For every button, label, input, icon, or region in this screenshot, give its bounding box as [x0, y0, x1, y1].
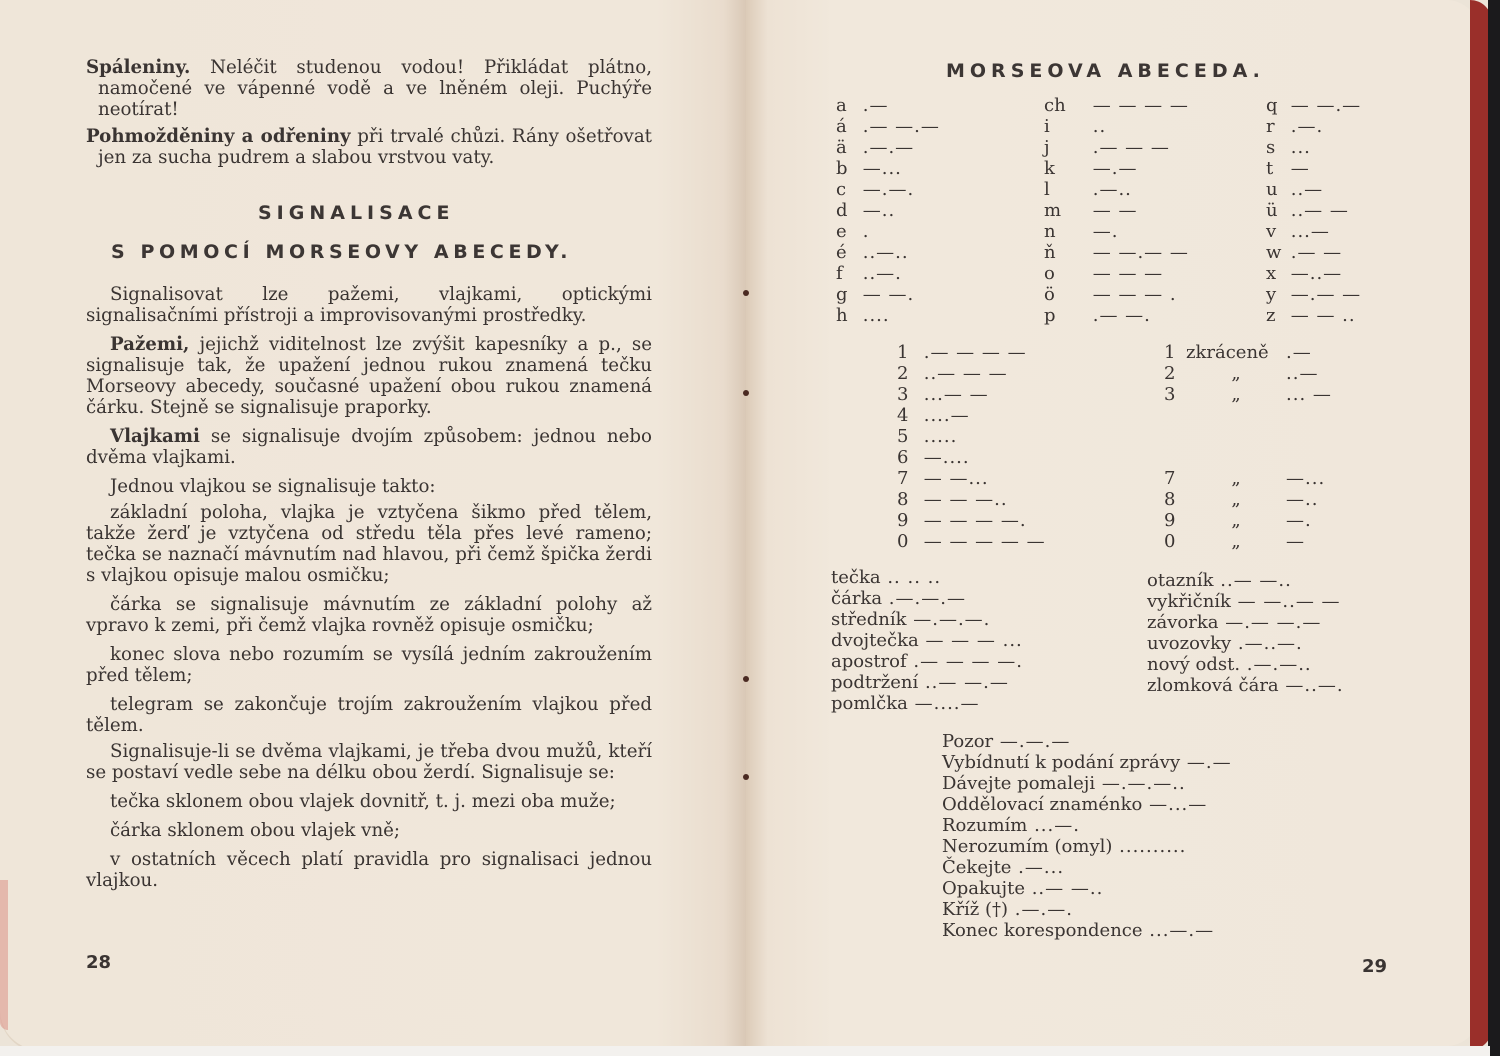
morse-entry [831, 693, 1023, 714]
left-page-edge [0, 880, 8, 1030]
paragraph: konec slova nebo rozumím se vysílá jedním zakroužením před tělem; [86, 644, 652, 686]
paragraph: Signalisovat lze pažemi, vlajkami, optickými signalisačními přístroji a improvisovanými prostředky. [86, 284, 652, 326]
morse-code: .—.—.— [882, 588, 966, 609]
paragraph: Jednou vlajkou se signalisuje takto: [110, 476, 436, 497]
morse-symbol: a [836, 95, 847, 116]
morse-code: —.— [1180, 752, 1232, 773]
morse-code: — — — [1086, 263, 1164, 284]
morse-symbol: m [1044, 200, 1062, 221]
morse-code: —.—.—.. [1095, 773, 1186, 794]
morse-entry [1147, 612, 1344, 633]
page-title: MORSEOVA ABECEDA. [946, 60, 1265, 82]
morse-symbol: z [1266, 305, 1276, 326]
morse-entry [942, 794, 1232, 815]
morse-symbol: 7 [1164, 468, 1176, 489]
morse-symbol: i [1044, 116, 1050, 137]
morse-entry [942, 857, 1232, 878]
morse-entry [1266, 137, 1361, 158]
section-heading: SIGNALISACE [258, 202, 455, 224]
morse-symbol: r [1266, 116, 1275, 137]
morse-code: .—. [1284, 116, 1324, 137]
morse-entry [836, 305, 940, 326]
morse-code: — — [1086, 200, 1138, 221]
letters-column-3 [1266, 95, 1361, 326]
morse-symbol: g [836, 284, 848, 305]
morse-symbol: w [1266, 242, 1282, 263]
morse-symbol: l [1044, 179, 1050, 200]
morse-symbol: b [836, 158, 848, 179]
morse-code: —..—. [1278, 675, 1344, 696]
page-number: 29 [1362, 956, 1388, 977]
letters-column-1 [836, 95, 940, 326]
morse-entry [1044, 137, 1189, 158]
morse-symbol: dvojtečka [831, 630, 919, 651]
paragraph: tečka sklonem obou vlajek dovnitř, t. j. mezi oba muže; [110, 791, 616, 812]
morse-code: — — — . [1086, 284, 1177, 305]
morse-code: — — .. [1284, 305, 1356, 326]
morse-symbol: ch [1044, 95, 1066, 116]
morse-code: —. [1086, 221, 1119, 242]
morse-code: ..— [1284, 179, 1324, 200]
morse-symbol: 1 [1164, 342, 1176, 363]
morse-symbol: 1 [897, 342, 909, 363]
morse-entry [1266, 158, 1361, 179]
morse-code: .. [1086, 116, 1107, 137]
morse-entry [942, 731, 1232, 752]
morse-entry [1164, 363, 1332, 384]
morse-code: ..— —.— [918, 672, 1009, 693]
morse-code: .—.— [856, 137, 915, 158]
morse-entry [1164, 384, 1332, 405]
morse-code: ..— — [1284, 200, 1349, 221]
morse-symbol: p [1044, 305, 1056, 326]
morse-entry [1266, 200, 1361, 221]
morse-entry [897, 468, 1046, 489]
morse-symbol: j [1044, 137, 1050, 158]
morse-entry [1164, 468, 1325, 489]
paragraph: Spáleniny. Neléčit studenou vodou! Přikládat plátno, namočené ve vápenné vodě a ve lněném oleji. Puchýře neotírat! [86, 57, 652, 120]
paragraph: Vlajkami se signalisuje dvojím způsobem: jednou nebo dvěma vlajkami. [86, 426, 652, 468]
morse-code: ...— — [917, 384, 989, 405]
morse-code: —.— [1086, 158, 1138, 179]
morse-symbol: q [1266, 95, 1278, 116]
morse-entry [836, 263, 940, 284]
morse-entry [897, 384, 1046, 405]
morse-symbol: Kříž (†) [942, 899, 1009, 920]
paragraph: Pažemi, jejichž viditelnost lze zvýšit kapesníky a p., se signalisuje tak, že upažení jednou rukou znamená tečku Morseovy abecedy, současné upažení obou rukou znamená čárku. Stejně se signalisuje praporky. [86, 334, 652, 418]
morse-symbol: k [1044, 158, 1055, 179]
morse-code: .—... [1011, 857, 1065, 878]
morse-entry [1147, 675, 1344, 696]
morse-symbol: é [836, 242, 847, 263]
morse-symbol: otazník [1147, 570, 1214, 591]
morse-code: .— — [1284, 242, 1343, 263]
morse-entry [942, 815, 1232, 836]
digits-short-top [1164, 342, 1332, 405]
morse-entry [897, 426, 1046, 447]
morse-symbol: Opakujte [942, 878, 1025, 899]
morse-code: .— [856, 95, 889, 116]
paragraph: Signalisuje-li se dvěma vlajkami, je třeba dvou mužů, kteří se postaví vedle sebe na délku obou žerdí. Signalisuje se: [86, 741, 652, 783]
morse-symbol: Oddělovací znaménko [942, 794, 1143, 815]
ditto-mark: „ [1231, 531, 1241, 552]
morse-entry [1266, 221, 1361, 242]
paragraph: telegram se zakončuje trojím zakroužením vlajkou před tělem. [86, 694, 652, 736]
morse-symbol: f [836, 263, 843, 284]
morse-code: — [1284, 158, 1310, 179]
morse-symbol: apostrof [831, 651, 907, 672]
paragraph: čárka se signalisuje mávnutím ze základní polohy až vpravo k zemi, při čemž vlajka rovněž opisuje osmičku; [86, 594, 652, 636]
morse-entry [942, 878, 1232, 899]
morse-symbol: 9 [897, 510, 909, 531]
morse-symbol: 2 [897, 363, 909, 384]
morse-symbol: Dávejte pomaleji [942, 773, 1096, 794]
morse-symbol: 6 [897, 447, 909, 468]
morse-code: —... [856, 158, 902, 179]
morse-code: ..— — — [917, 363, 1008, 384]
morse-symbol: 8 [897, 489, 909, 510]
morse-symbol: Nerozumím (omyl) [942, 836, 1113, 857]
morse-symbol: y [1266, 284, 1277, 305]
morse-symbol: čárka [831, 588, 883, 609]
binding-hole [743, 676, 749, 682]
morse-symbol: pomlčka [831, 693, 908, 714]
binding-hole [743, 774, 749, 780]
morse-entry [1147, 654, 1344, 675]
morse-entry [1164, 531, 1325, 552]
morse-entry [1044, 221, 1189, 242]
morse-code: .—.. [1086, 179, 1132, 200]
morse-entry [1044, 263, 1189, 284]
morse-symbol: n [1044, 221, 1056, 242]
morse-code: ...— [1284, 221, 1330, 242]
morse-code: — — — —. [917, 510, 1027, 531]
morse-entry [942, 836, 1232, 857]
punctuation-left [831, 567, 1023, 714]
morse-entry [836, 158, 940, 179]
morse-entry [942, 920, 1232, 941]
morse-code: .—..—. [1231, 633, 1303, 654]
paragraph: Pohmožděniny a odřeniny při trvalé chůzi. Rány ošetřovat jen za sucha pudrem a slabou vrstvou vaty. [86, 126, 652, 168]
morse-symbol: 2 [1164, 363, 1176, 384]
morse-symbol: 3 [1164, 384, 1176, 405]
page-number: 28 [86, 952, 112, 973]
morse-symbol: x [1266, 263, 1277, 284]
morse-symbol: d [836, 200, 848, 221]
morse-entry [831, 567, 1023, 588]
morse-symbol: ö [1044, 284, 1055, 305]
morse-symbol: 3 [897, 384, 909, 405]
morse-code: — —.— [1284, 95, 1362, 116]
morse-entry [1044, 200, 1189, 221]
service-signals [942, 731, 1232, 941]
morse-code: ...—. [1027, 815, 1080, 836]
morse-code: — —.— — [1086, 242, 1189, 263]
morse-code: — —... [917, 468, 989, 489]
morse-symbol: Pozor [942, 731, 994, 752]
morse-entry [831, 588, 1023, 609]
letters-column-2 [1044, 95, 1189, 326]
morse-symbol: Rozumím [942, 815, 1028, 836]
morse-code: —....— [907, 693, 980, 714]
morse-code: —.. [1286, 489, 1319, 510]
morse-code: ..— —.. [1024, 878, 1104, 899]
morse-symbol: tečka [831, 567, 881, 588]
morse-code: ..—.. [856, 242, 909, 263]
paragraph: základní poloha, vlajka je vztyčena šikmo před tělem, takže žerď je vztyčena od středu těla přes levé rameno; tečka se naznačí mávnutím nad hlavou, při čemž špička žerdi s vlajkou opisuje malou osmičku; [86, 502, 652, 586]
morse-entry [1164, 489, 1325, 510]
morse-entry [1266, 95, 1361, 116]
morse-symbol: 5 [897, 426, 909, 447]
morse-code: —... [1286, 468, 1326, 489]
morse-symbol: středník [831, 609, 907, 630]
morse-entry [1044, 95, 1189, 116]
morse-symbol: c [836, 179, 847, 200]
background-strip [0, 1046, 1490, 1056]
morse-entry [942, 773, 1232, 794]
binding-hole [743, 290, 749, 296]
morse-code: ... — [1286, 384, 1332, 405]
ditto-mark: „ [1231, 384, 1241, 405]
morse-symbol: závorka [1147, 612, 1219, 633]
ditto-mark: „ [1231, 468, 1241, 489]
morse-entry [1044, 284, 1189, 305]
morse-code: —.—.—. [906, 609, 991, 630]
morse-code: —.. [856, 200, 896, 221]
morse-entry [836, 179, 940, 200]
paragraph: v ostatních věcech platí pravidla pro signalisaci jednou vlajkou. [86, 849, 652, 891]
morse-symbol: s [1266, 137, 1276, 158]
morse-symbol: ä [836, 137, 847, 158]
morse-code: .— — — —. [906, 651, 1024, 672]
morse-code: .— —.— [856, 116, 940, 137]
morse-entry [836, 95, 940, 116]
morse-entry [831, 651, 1023, 672]
morse-entry [1147, 570, 1344, 591]
morse-code: ..... [917, 426, 958, 447]
morse-entry [942, 899, 1232, 920]
morse-code: .—.—.. [1240, 654, 1312, 675]
morse-entry [897, 405, 1046, 426]
morse-code: —.— —.— [1218, 612, 1322, 633]
morse-entry [836, 200, 940, 221]
morse-entry [836, 116, 940, 137]
morse-entry [836, 284, 940, 305]
morse-entry [1044, 158, 1189, 179]
morse-entry [1044, 116, 1189, 137]
morse-code: — [1286, 531, 1305, 552]
morse-code: .—.—. [1008, 899, 1073, 920]
morse-code: —.... [917, 447, 970, 468]
morse-code: — —..— — [1230, 591, 1341, 612]
morse-code: — — — — [1086, 95, 1189, 116]
morse-symbol: u [1266, 179, 1278, 200]
morse-symbol: á [836, 116, 847, 137]
morse-entry [831, 630, 1023, 651]
morse-entry [897, 510, 1046, 531]
signal-body [86, 284, 652, 891]
morse-entry [1266, 116, 1361, 137]
ditto-mark: „ [1231, 363, 1241, 384]
morse-symbol: podtržení [831, 672, 919, 693]
morse-symbol: h [836, 305, 848, 326]
background [1488, 0, 1500, 1056]
morse-code: .— — — [1086, 137, 1170, 158]
morse-symbol: zlomková čára [1147, 675, 1279, 696]
morse-symbol: nový odst. [1147, 654, 1241, 675]
morse-code: .— [1286, 342, 1312, 363]
morse-entry [897, 489, 1046, 510]
morse-code: .... [856, 305, 890, 326]
morse-code: —.—.— [993, 731, 1071, 752]
morse-code: . [856, 221, 870, 242]
paragraph: čárka sklonem obou vlajek vně; [110, 820, 401, 841]
morse-entry [942, 752, 1232, 773]
morse-symbol: vykřičník [1147, 591, 1231, 612]
morse-entry [897, 342, 1046, 363]
morse-symbol: t [1266, 158, 1274, 179]
morse-entry [1266, 179, 1361, 200]
morse-symbol: 8 [1164, 489, 1176, 510]
digits-short-bottom [1164, 468, 1325, 552]
section-heading: S POMOCÍ MORSEOVY ABECEDY. [111, 241, 573, 263]
morse-symbol: o [1044, 263, 1055, 284]
morse-entry [897, 363, 1046, 384]
morse-code: ...—.— [1142, 920, 1215, 941]
morse-symbol: 7 [897, 468, 909, 489]
morse-symbol: Čekejte [942, 857, 1012, 878]
morse-code: — — — — — [917, 531, 1046, 552]
morse-code: —..— [1284, 263, 1343, 284]
ditto-mark: „ [1231, 510, 1241, 531]
morse-symbol: Vybídnutí k podání zprávy [942, 752, 1181, 773]
morse-code: ..—. [856, 263, 902, 284]
morse-code: — —. [856, 284, 915, 305]
morse-entry [836, 137, 940, 158]
morse-code: ....— [917, 405, 970, 426]
morse-code: — — — ... [918, 630, 1023, 651]
morse-symbol: 0 [1164, 531, 1176, 552]
morse-entry [836, 221, 940, 242]
morse-code: .— — — — [917, 342, 1027, 363]
morse-code: —.—. [856, 179, 915, 200]
morse-entry [1147, 591, 1344, 612]
morse-symbol: 0 [897, 531, 909, 552]
morse-symbol: 4 [897, 405, 909, 426]
morse-entry [1044, 305, 1189, 326]
morse-entry [1266, 263, 1361, 284]
morse-entry [897, 447, 1046, 468]
morse-symbol: 9 [1164, 510, 1176, 531]
morse-code: .— —. [1086, 305, 1151, 326]
morse-code: —...— [1142, 794, 1208, 815]
first-aid-paragraphs [86, 57, 652, 168]
morse-entry [1044, 242, 1189, 263]
ditto-mark: zkráceně [1186, 342, 1269, 363]
morse-entry [1266, 305, 1361, 326]
morse-code: —.— — [1284, 284, 1362, 305]
morse-entry [831, 609, 1023, 630]
morse-entry [1147, 633, 1344, 654]
morse-symbol: e [836, 221, 847, 242]
ditto-mark: „ [1231, 489, 1241, 510]
morse-symbol: uvozovky [1147, 633, 1232, 654]
digits-column [897, 342, 1046, 552]
punctuation-right [1147, 570, 1344, 696]
morse-entry [831, 672, 1023, 693]
morse-code: — — —.. [917, 489, 1008, 510]
morse-entry [1266, 284, 1361, 305]
morse-symbol: v [1266, 221, 1277, 242]
morse-entry [1164, 510, 1325, 531]
morse-code: —. [1286, 510, 1312, 531]
morse-entry [1266, 242, 1361, 263]
morse-code: .. .. .. [880, 567, 942, 588]
morse-entry [836, 242, 940, 263]
morse-code: ..— [1286, 363, 1319, 384]
morse-entry [1044, 179, 1189, 200]
morse-symbol: Konec korespondence [942, 920, 1143, 941]
morse-code: .......... [1112, 836, 1187, 857]
morse-symbol: ü [1266, 200, 1278, 221]
morse-entry [897, 531, 1046, 552]
binding-hole [743, 390, 749, 396]
morse-symbol: ň [1044, 242, 1056, 263]
morse-entry [1164, 342, 1332, 363]
morse-code: ... [1284, 137, 1311, 158]
morse-code: ..— —.. [1213, 570, 1292, 591]
